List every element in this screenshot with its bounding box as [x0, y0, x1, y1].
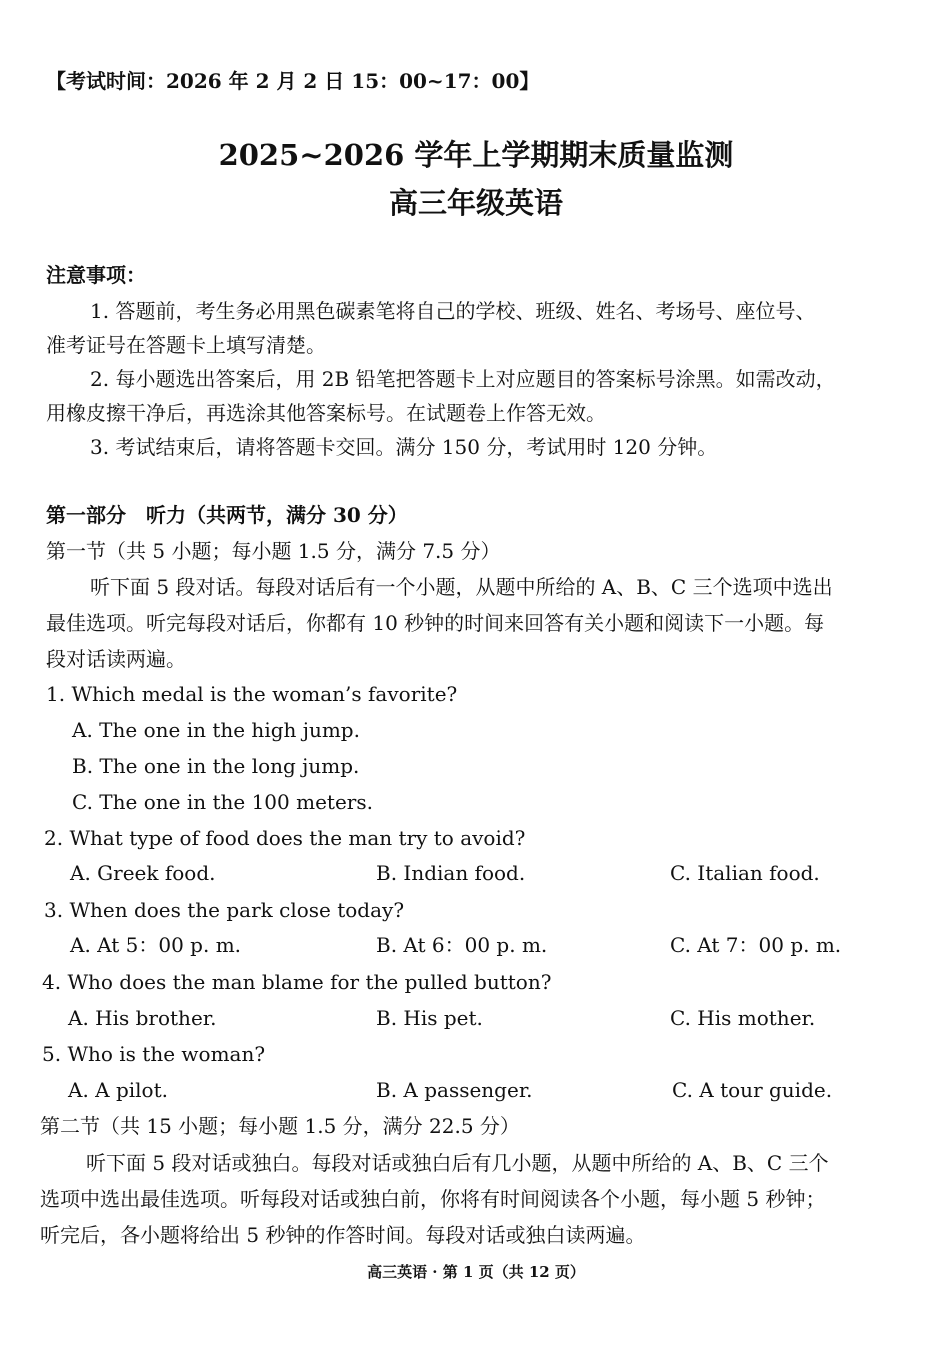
question-1-option-c: C. The one in the 100 meters. [72, 790, 373, 814]
section1-instructions-line-2: 最佳选项。听完每段对话后，你都有 10 秒钟的时间来回答有关小题和阅读下一小题。每 [46, 611, 825, 635]
question-5-option-c: C. A tour guide. [672, 1078, 833, 1102]
section2-instructions-line-2: 选项中选出最佳选项。听每段对话或独白前，你将有时间阅读各个小题，每小题 5 秒钟； [40, 1187, 826, 1211]
question-2-option-a: A. Greek food. [70, 861, 216, 885]
page-subtitle: 高三年级英语 [388, 186, 563, 220]
exam-time: 【考试时间：2026 年 2 月 2 日 15：00~17：00】 [46, 69, 540, 93]
notice-item-1-line-1: 1. 答题前，考生务必用黑色碳素笔将自己的学校、班级、姓名、考场号、座位号、 [90, 299, 816, 323]
notice-heading: 注意事项： [46, 263, 146, 287]
question-5-option-a: A. A pilot. [68, 1078, 168, 1102]
notice-item-2-line-2: 用橡皮擦干净后，再选涂其他答案标号。在试题卷上作答无效。 [46, 401, 606, 425]
notice-item-2-line-1: 2. 每小题选出答案后，用 2B 铅笔把答题卡上对应题目的答案标号涂黑。如需改动， [90, 367, 836, 391]
question-2-option-b: B. Indian food. [376, 861, 526, 885]
question-3: 3. When does the park close today? [44, 898, 405, 922]
question-3-option-b: B. At 6：00 p. m. [376, 933, 548, 957]
question-1-option-b: B. The one in the long jump. [72, 754, 360, 778]
section1-instructions-line-1: 听下面 5 段对话。每段对话后有一个小题，从题中所给的 A、B、C 三个选项中选出 [90, 575, 833, 599]
question-3-option-c: C. At 7：00 p. m. [670, 933, 842, 957]
question-4-option-b: B. His pet. [376, 1006, 483, 1030]
section2-heading: 第二节（共 15 小题；每小题 1.5 分，满分 22.5 分） [40, 1114, 520, 1138]
page-title: 2025~2026 学年上学期期末质量监测 [218, 138, 734, 172]
page-footer: 高三英语 · 第 1 页（共 12 页） [367, 1263, 585, 1281]
section2-instructions-line-1: 听下面 5 段对话或独白。每段对话或独白后有几小题，从题中所给的 A、B、C 三个 [86, 1151, 829, 1175]
question-1-option-a: A. The one in the high jump. [72, 718, 360, 742]
section1-heading: 第一节（共 5 小题；每小题 1.5 分，满分 7.5 分） [46, 539, 501, 563]
question-2: 2. What type of food does the man try to avoid? [44, 826, 526, 850]
part1-heading: 第一部分 听力（共两节，满分 30 分） [46, 503, 408, 527]
notice-item-1-line-2: 准考证号在答题卡上填写清楚。 [46, 333, 326, 357]
question-5-option-b: B. A passenger. [376, 1078, 533, 1102]
question-4-option-a: A. His brother. [68, 1006, 217, 1030]
question-4-option-c: C. His mother. [670, 1006, 816, 1030]
question-1: 1. Which medal is the woman’s favorite? [46, 682, 458, 706]
question-5: 5. Who is the woman? [42, 1042, 266, 1066]
section2-instructions-line-3: 听完后，各小题将给出 5 秒钟的作答时间。每段对话或独白读两遍。 [40, 1223, 646, 1247]
section1-instructions-line-3: 段对话读两遍。 [46, 647, 186, 671]
question-2-option-c: C. Italian food. [670, 861, 820, 885]
notice-item-3: 3. 考试结束后，请将答题卡交回。满分 150 分，考试用时 120 分钟。 [90, 435, 718, 459]
question-4: 4. Who does the man blame for the pulled button? [42, 970, 552, 994]
question-3-option-a: A. At 5：00 p. m. [70, 933, 242, 957]
